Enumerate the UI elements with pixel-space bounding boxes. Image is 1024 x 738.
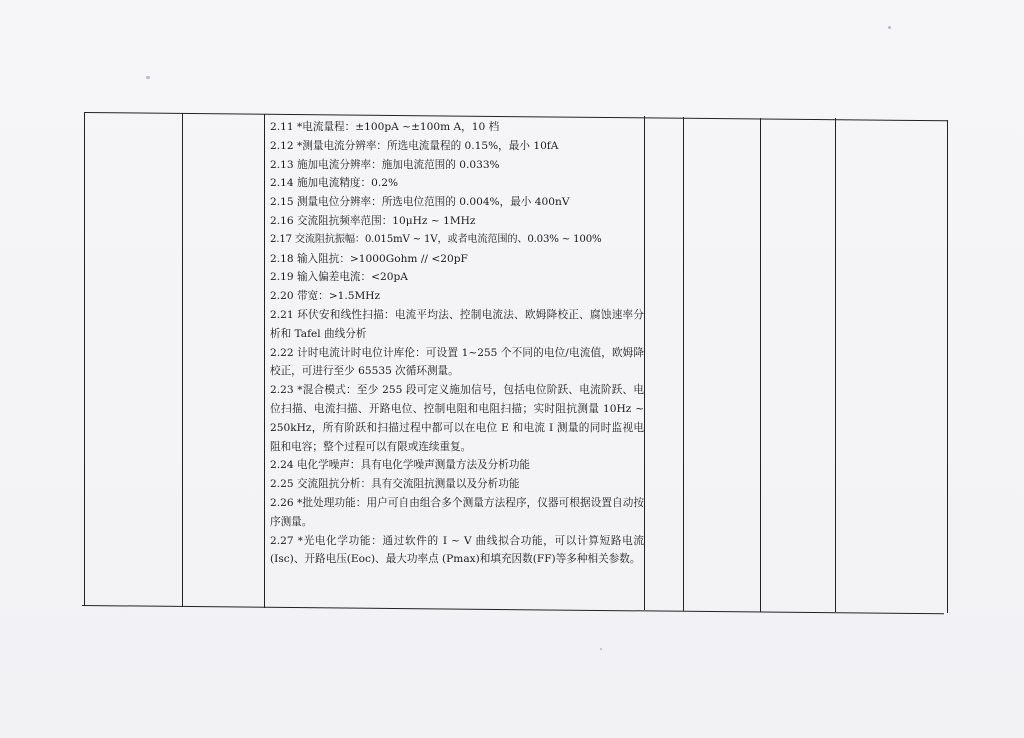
spec-item-text: 2.14 施加电流精度：0.2% [270, 177, 399, 190]
spec-item [270, 268, 644, 287]
spec-item [270, 156, 644, 175]
spec-item [270, 532, 644, 570]
spec-item-text: 2.13 施加电流分辨率：施加电流范围的 0.033% [270, 158, 500, 171]
table-col-border [644, 116, 645, 610]
table-col-border [760, 118, 761, 612]
spec-item-text: 2.12 *测量电流分辨率：所选电流量程的 0.15%，最小 10fA [270, 139, 559, 152]
spec-item [270, 250, 644, 269]
table-col-border [182, 113, 183, 607]
spec-item-text: 2.22 计时电流计时电位计库伦：可设置 1~255 个不同的电位/电流值，欧姆降校正，可进行至少 65535 次循环测量。 [270, 346, 644, 378]
spec-item-text: 2.27 *光电化学功能：通过软件的 I ~ V 曲线拟合功能，可以计算短路电流(Isc)、开路电压(Eoc)、最大功率点 (Pmax)和填充因数(FF)等多种相关参数。 [270, 534, 644, 566]
spec-item-text: 2.26 *批处理功能：用户可自由组合多个测量方法程序，仪器可根据设置自动按序测量。 [270, 496, 644, 528]
scan-speck [600, 648, 602, 650]
table-col-border [947, 120, 948, 613]
spec-item-text: 2.17 交流阻抗振幅：0.015mV ~ 1V，或者电流范围的、0.03% ~ 100% [270, 233, 602, 245]
table-col-border [264, 114, 265, 608]
spec-item [270, 137, 644, 156]
spec-item-text: 2.21 环伏安和线性扫描：电流平均法、控制电流法、欧姆降校正、腐蚀速率分析和 Tafel 曲线分析 [270, 308, 644, 340]
spec-item-text: 2.23 *混合模式：至少 255 段可定义施加信号，包括电位阶跃、电流阶跃、电位扫描、电流扫描、开路电位、控制电阻和电阻扫描；实时阻抗测量 10Hz ~ 250kHz，所有阶跃和扫描过程中都可以在电位 E 和电流 I 测量的同时监视电阻和电容；整个过程可以有限或连续重复。 [270, 384, 644, 453]
table-col-border [835, 118, 836, 612]
scan-speck [146, 76, 150, 79]
spec-list [270, 118, 644, 569]
spec-item [270, 212, 644, 231]
spec-item [270, 475, 644, 494]
spec-item [270, 381, 644, 456]
spec-item-text: 2.16 交流阻抗频率范围：10μHz ~ 1MHz [270, 214, 476, 227]
table-col-border [84, 112, 85, 606]
spec-item [270, 494, 644, 532]
table-bottom-border [82, 605, 944, 614]
spec-item [270, 174, 644, 193]
spec-item [270, 231, 644, 250]
spec-item [270, 193, 644, 212]
spec-item [270, 306, 644, 344]
spec-item-text: 2.18 输入阻抗：>1000Gohm // <20pF [270, 252, 468, 265]
table-col-border [683, 117, 684, 611]
spec-item [270, 456, 644, 475]
spec-item [270, 287, 644, 306]
spec-item-text: 2.25 交流阻抗分析：具有交流阻抗测量以及分析功能 [270, 478, 520, 491]
spec-item-text: 2.15 测量电位分辨率：所选电位范围的 0.004%，最小 400nV [270, 196, 570, 209]
spec-item-text: 2.24 电化学噪声：具有电化学噪声测量方法及分析功能 [270, 459, 531, 472]
spec-item-text: 2.19 输入偏差电流：<20pA [270, 271, 408, 284]
spec-item-text: 2.20 带宽：>1.5MHz [270, 290, 381, 303]
spec-item [270, 118, 644, 137]
scan-speck [888, 26, 891, 29]
spec-item [270, 344, 644, 382]
spec-item-text: 2.11 *电流量程：±100pA ~±100m A，10 档 [270, 121, 500, 133]
